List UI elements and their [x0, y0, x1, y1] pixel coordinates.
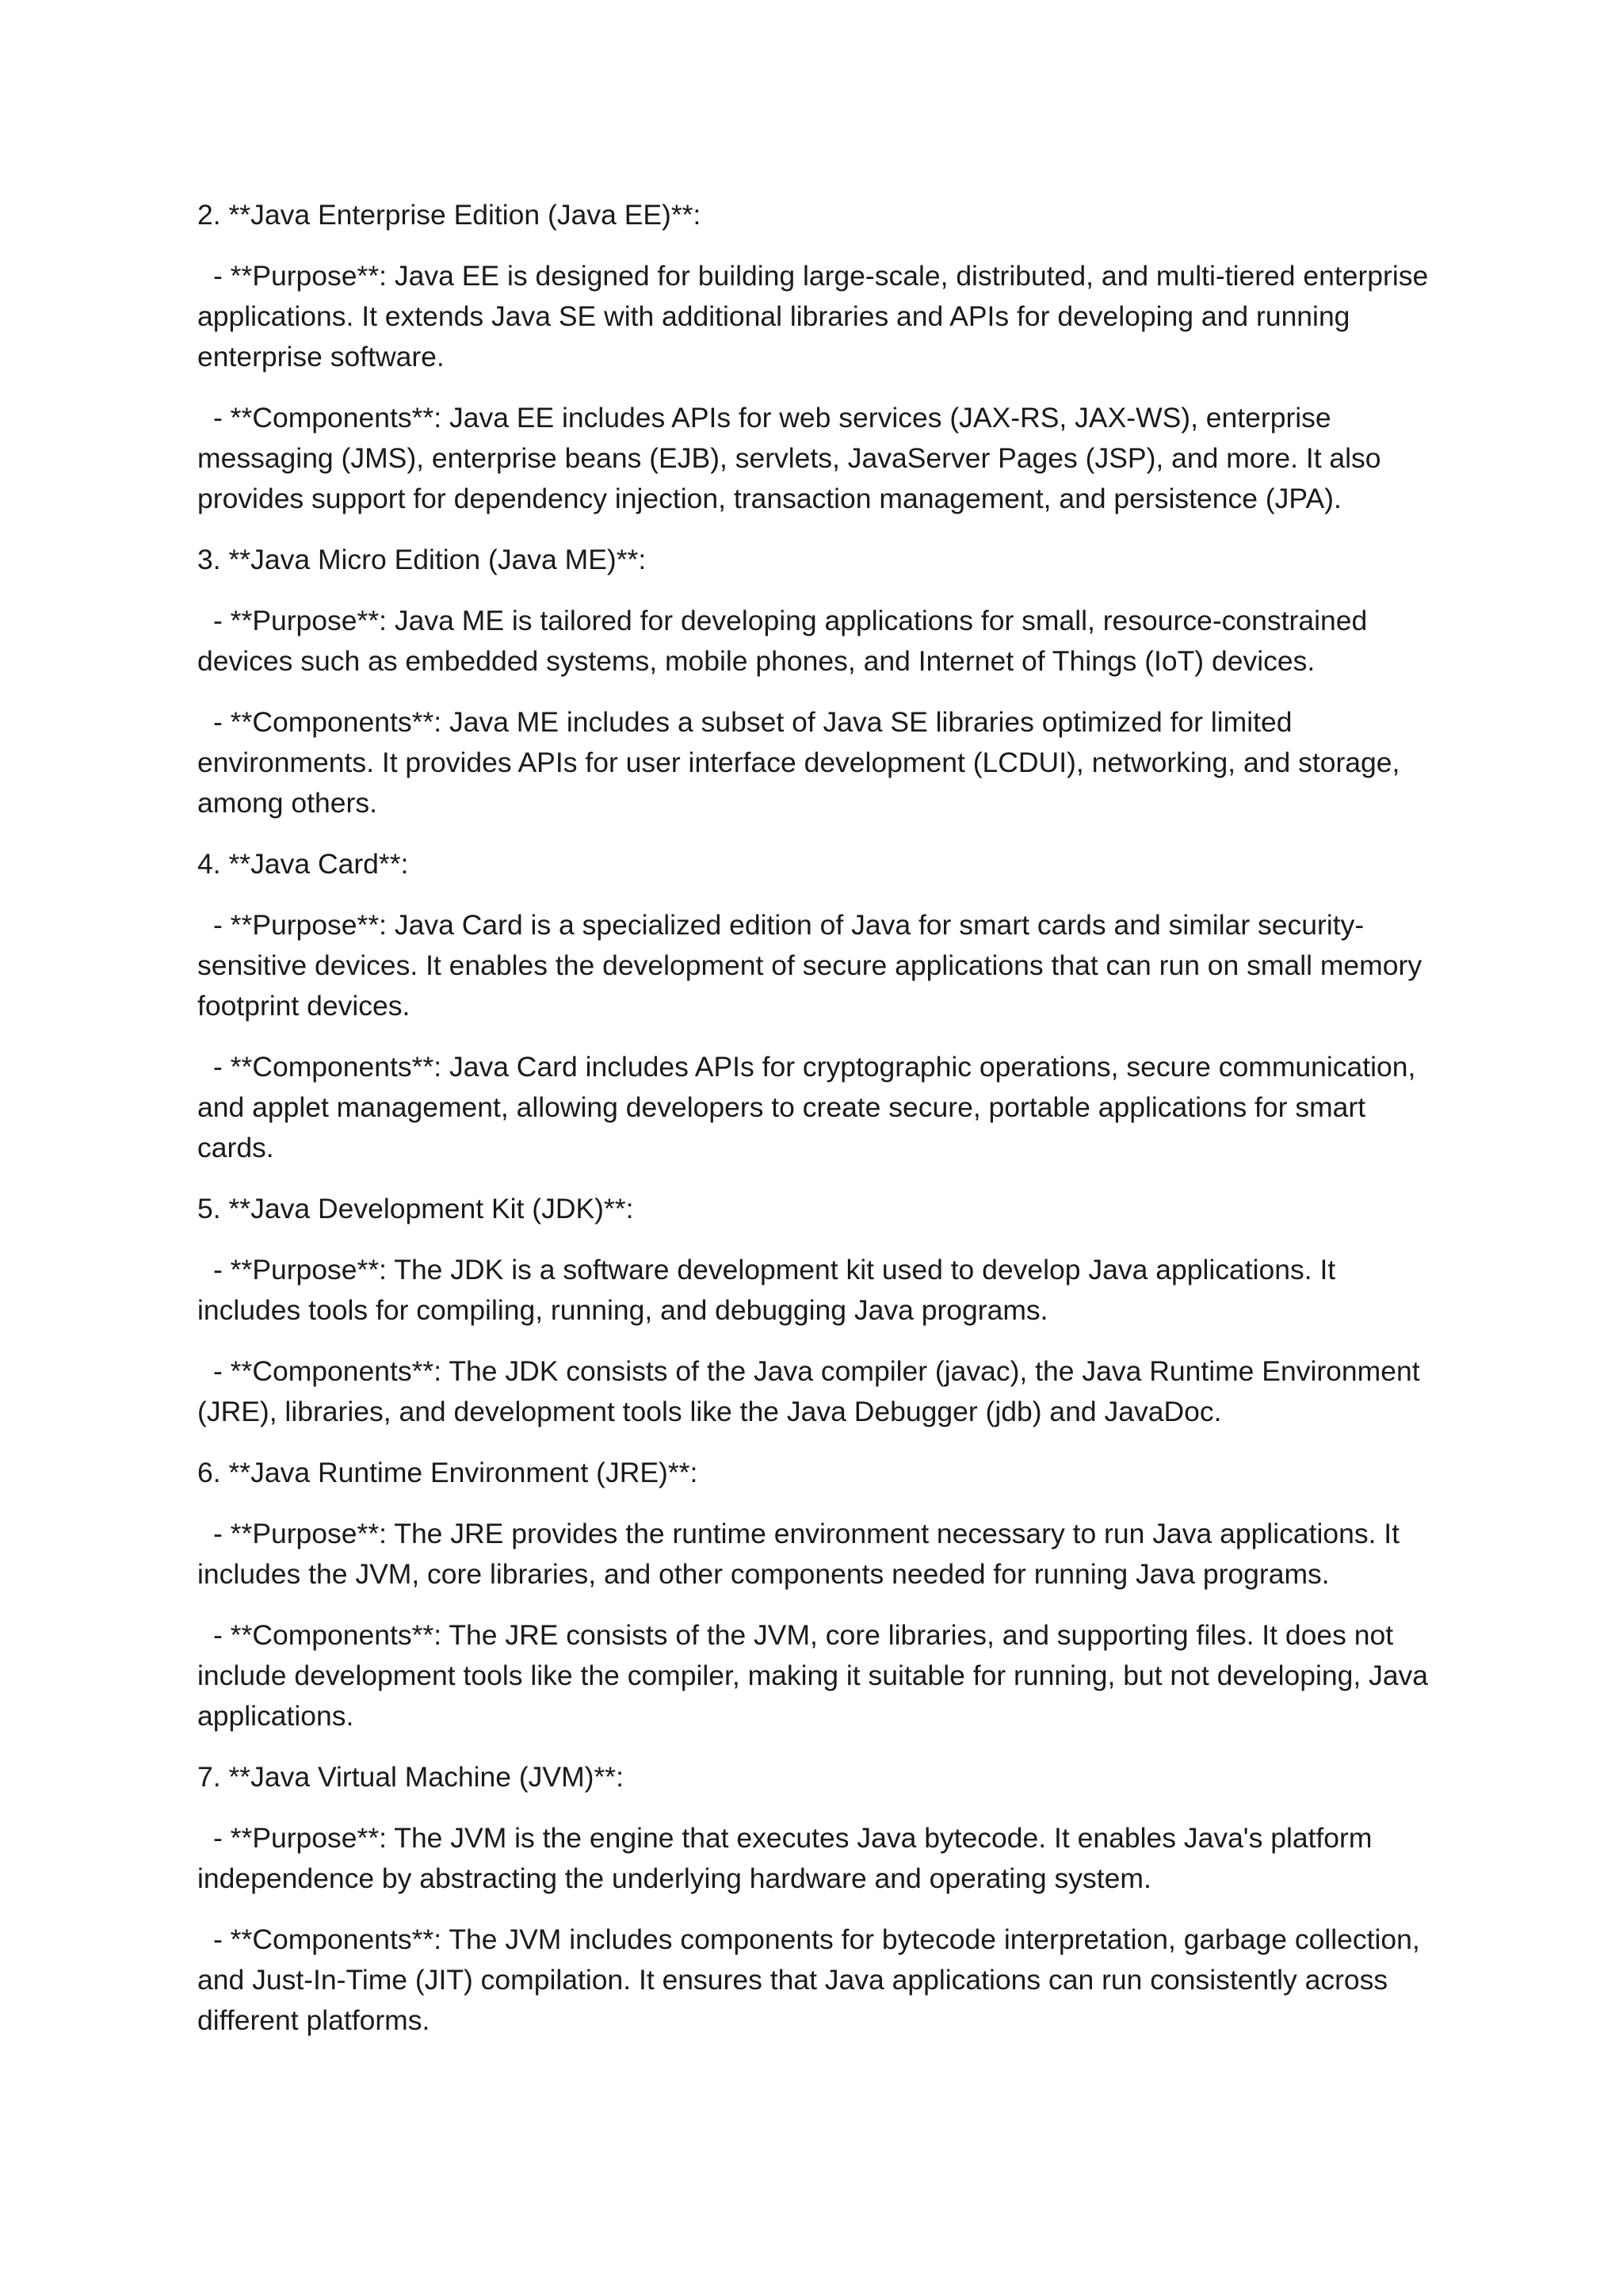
section-heading-jvm: 7. **Java Virtual Machine (JVM)**: — [197, 1761, 624, 1793]
section-heading-jre: 6. **Java Runtime Environment (JRE)**: — [197, 1457, 698, 1488]
section-item-jvm-purpose: - **Purpose**: The JVM is the engine that executes Java bytecode. It enables Java's platform independence by abstracting the underlying hardware and operating system. — [197, 1822, 1373, 1894]
section-item-java-me-purpose: - **Purpose**: Java ME is tailored for developing applications for small, resource-constrained devices such as embedded systems, mobile phones, and Internet of Things (IoT) devices. — [197, 605, 1368, 677]
section-heading-java-card: 4. **Java Card**: — [197, 848, 409, 880]
section-item-java-ee-purpose: - **Purpose**: Java EE is designed for building large-scale, distributed, and multi-tiered enterprise applications. It extends Java SE with additional libraries and APIs for developing and running enterprise software. — [197, 260, 1429, 372]
section-item-java-me-components: - **Components**: Java ME includes a subset of Java SE libraries optimized for limited environments. It provides APIs for user interface development (LCDUI), networking, and storage, among others. — [197, 706, 1400, 819]
section-item-java-card-purpose: - **Purpose**: Java Card is a specialized edition of Java for smart cards and similar security-sensitive devices. It enables the development of secure applications that can run on small memory footprint devices. — [197, 909, 1423, 1022]
document-page — [197, 195, 1442, 2061]
section-item-jre-purpose: - **Purpose**: The JRE provides the runtime environment necessary to run Java applications. It includes the JVM, core libraries, and other components needed for running Java programs. — [197, 1518, 1400, 1590]
section-heading-java-me: 3. **Java Micro Edition (Java ME)**: — [197, 544, 647, 575]
section-item-jdk-purpose: - **Purpose**: The JDK is a software development kit used to develop Java applications. It includes tools for compiling, running, and debugging Java programs. — [197, 1254, 1336, 1326]
section-heading-jdk: 5. **Java Development Kit (JDK)**: — [197, 1193, 634, 1224]
section-item-jdk-components: - **Components**: The JDK consists of the Java compiler (javac), the Java Runtime Environment (JRE), libraries, and development tools like the Java Debugger (jdb) and JavaDoc. — [197, 1355, 1420, 1427]
section-item-jre-components: - **Components**: The JRE consists of the JVM, core libraries, and supporting files. It does not include development tools like the compiler, making it suitable for running, but not developing, Java applications. — [197, 1619, 1429, 1732]
section-item-jvm-components: - **Components**: The JVM includes components for bytecode interpretation, garbage collection, and Just-In-Time (JIT) compilation. It ensures that Java applications can run consistently across different platforms. — [197, 1924, 1420, 2036]
section-heading-java-ee: 2. **Java Enterprise Edition (Java EE)**: — [197, 199, 701, 231]
section-item-java-ee-components: - **Components**: Java EE includes APIs for web services (JAX-RS, JAX-WS), enterprise messaging (JMS), enterprise beans (EJB), servlets, JavaServer Pages (JSP), and more. It also provides support for dependency injection, transaction management, and persistence (JPA). — [197, 402, 1381, 514]
section-item-java-card-components: - **Components**: Java Card includes APIs for cryptographic operations, secure communication, and applet management, allowing developers to create secure, portable applications for smart cards. — [197, 1051, 1416, 1163]
